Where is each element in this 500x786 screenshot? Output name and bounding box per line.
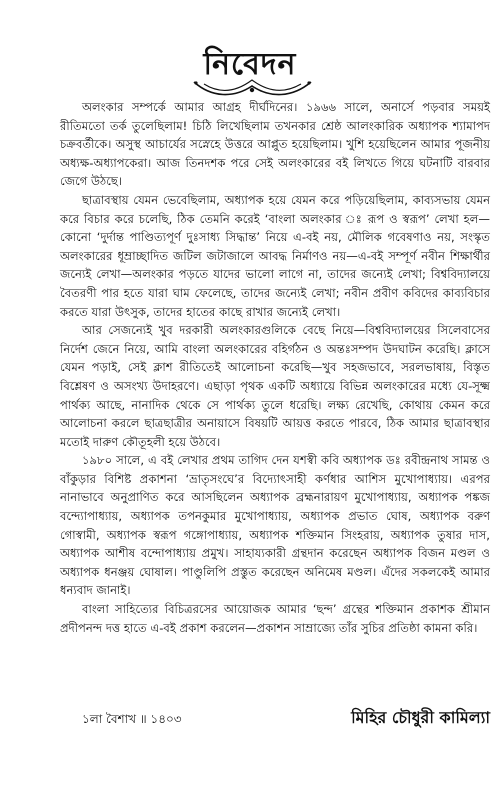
- signature-block: [60, 705, 490, 732]
- page-title: নিবেদন: [203, 47, 297, 82]
- paragraph: আর সেজন্যেই খুব দরকারী অলংকারগুলিকে বেছে নিয়ে—বিশ্ববিদ্যালয়ের সিলেবাসের নির্দেশ জেনে নিয়ে, আমি বাংলা অলংকারের বহির্গঠন ও অন্তঃসম্পদ উদঘাটন করেছি। ক্লাসে যেমন পড়াই, সেই ক্লাশ রীতিতেই আলোচনা করেছি—খুব সহজভাবে, সরলভাষায়, বিস্তৃত বিশ্লেষণ ও অসংখ্য উদাহরণে। এছাড়া পৃথক একটি অধ্যায়ে বিভিন্ন অলংকারের মধ্যে যে-সূক্ষ্ম পার্থক্য আছে, নানাদিক থেকে সে পার্থক্য তুলে ধরেছি। লক্ষ্য রেখেছি, কোথায় কেমন করে আলোচনা করলে ছাত্রছাত্রীর অনায়াসে বিষয়টি আয়ত্ত করতে পারবে, ঠিক আমার ছাত্রাবস্থার মতোই দারুণ কৌতূহলী হয়ে উঠবে।: [60, 323, 490, 449]
- paragraph: বাংলা সাহিত্যের বিচিত্ররসের আয়োজক আমার ‘ছন্দ’ গ্রন্থের শক্তিমান প্রকাশক শ্রীমান প্রদীপনন্দ দত্ত হাতে এ-বই প্রকাশ করলেন—প্রকাশন সাম্রাজ্যে তাঁর সুচির প্রতিষ্ঠা কামনা করি।: [60, 602, 490, 635]
- paragraph: ১৯৮০ সালে, এ বই লেখার প্রথম তাগিদ দেন যশস্বী কবি অধ্যাপক ডঃ রবীন্দ্রনাথ সামন্ত ও বাঁকুড়ার বিশিষ্ট প্রকাশনা ‘ভ্রাতৃসংঘে’র বিদ্যোৎসাহী কর্ণধার আশিস মুখোপাধ্যায়। এরপর নানাভাবে অনুপ্রাণিত করে আসছিলেন অধ্যাপক ব্রহ্মনারায়ণ মুখোপাধ্যায়, অধ্যাপক পঙ্কজ বন্দ্যোপাধ্যায়, অধ্যাপক তপনকুমার মুখোপাধ্যায়, অধ্যাপক প্রভাত ঘোষ, অধ্যাপক বরুণ গোস্বামী, অধ্যাপক স্বরূপ গঙ্গোপাধ্যায়, অধ্যাপক শক্তিমান সিংহরায়, অধ্যাপক তুষার দাস, অধ্যাপক আশীষ বন্দোপাধ্যায় প্রমুখ। সাহায্যকারী গ্রন্থদান করেছেন অধ্যাপক বিজন মণ্ডল ও অধ্যাপক ধনঞ্জয় ঘোষাল। পাণ্ডুলিপি প্রস্তুত করেছেন অনিমেষ মণ্ডল। এঁদের সকলকেই আমার ধন্যবাদ জানাই।: [60, 453, 490, 598]
- paragraph: ছাত্রাবস্থায় যেমন ভেবেছিলাম, অধ্যাপক হয়ে যেমন করে পড়িয়েছিলাম, কাব্যসভায় যেমন করে বিচার করে চলেছি, ঠিক তেমনি করেই ‘বাংলা অলংকার ঃ রূপ ও স্বরূপ’ লেখা হল—কোনো ‘দুর্দান্ত পাণ্ডিত্যপূর্ণ দুঃসাধ্য সিদ্ধান্ত’ নিয়ে এ-বই নয়, মৌলিক গবেষণাও নয়, সংস্কৃত অলংকারের ধূম্রাচ্ছাদিত জটিল জটাজালে আবদ্ধ নির্মাণও নয়—এ-বই সম্পূর্ণ নবীন শিক্ষার্থীর জন্যেই লেখা—অলংকার পড়তে যাদের ভালো লাগে না, তাদের জন্যেই লেখা; বিশ্ববিদ্যালয়ে বৈতরণী পার হতে যারা ঘাম ফেলেছে, তাদের জন্যেই লেখা; নবীন প্রবীণ কবিদের কাব্যবিচার করতে যারা উৎসুক, তাদের হাতের কাছে রাখার জন্যেই লেখা।: [60, 192, 490, 319]
- author-name: মিহির চৌধুরী কামিল্যা: [351, 708, 490, 727]
- date-line: ১লা বৈশাখ ॥ ১৪০৩: [82, 712, 182, 726]
- paragraph: অলংকার সম্পর্কে আমার আগ্রহ দীর্ঘদিনের। ১৯৬৬ সালে, অনার্সে পড়বার সময়ই রীতিমতো তর্ক তুলেছিলাম! চিঠি লিখেছিলাম তখনকার শ্রেষ্ঠ আলংকারিক অধ্যাপক শ্যামাপদ চক্রবর্তীকে। অসুস্থ আচার্যের সস্নেহে উত্তরে আপ্লুত হয়েছিলাম। খুশি হয়েছিলেন আমার পূজনীয় অধ্যক্ষ-অধ্যাপকেরা। আজ তিনদশক পরে সেই অলংকারের বই লিখতে গিয়ে ঘটনাটি বারবার জেগে উঠছে।: [60, 100, 490, 189]
- body-text: [60, 98, 490, 637]
